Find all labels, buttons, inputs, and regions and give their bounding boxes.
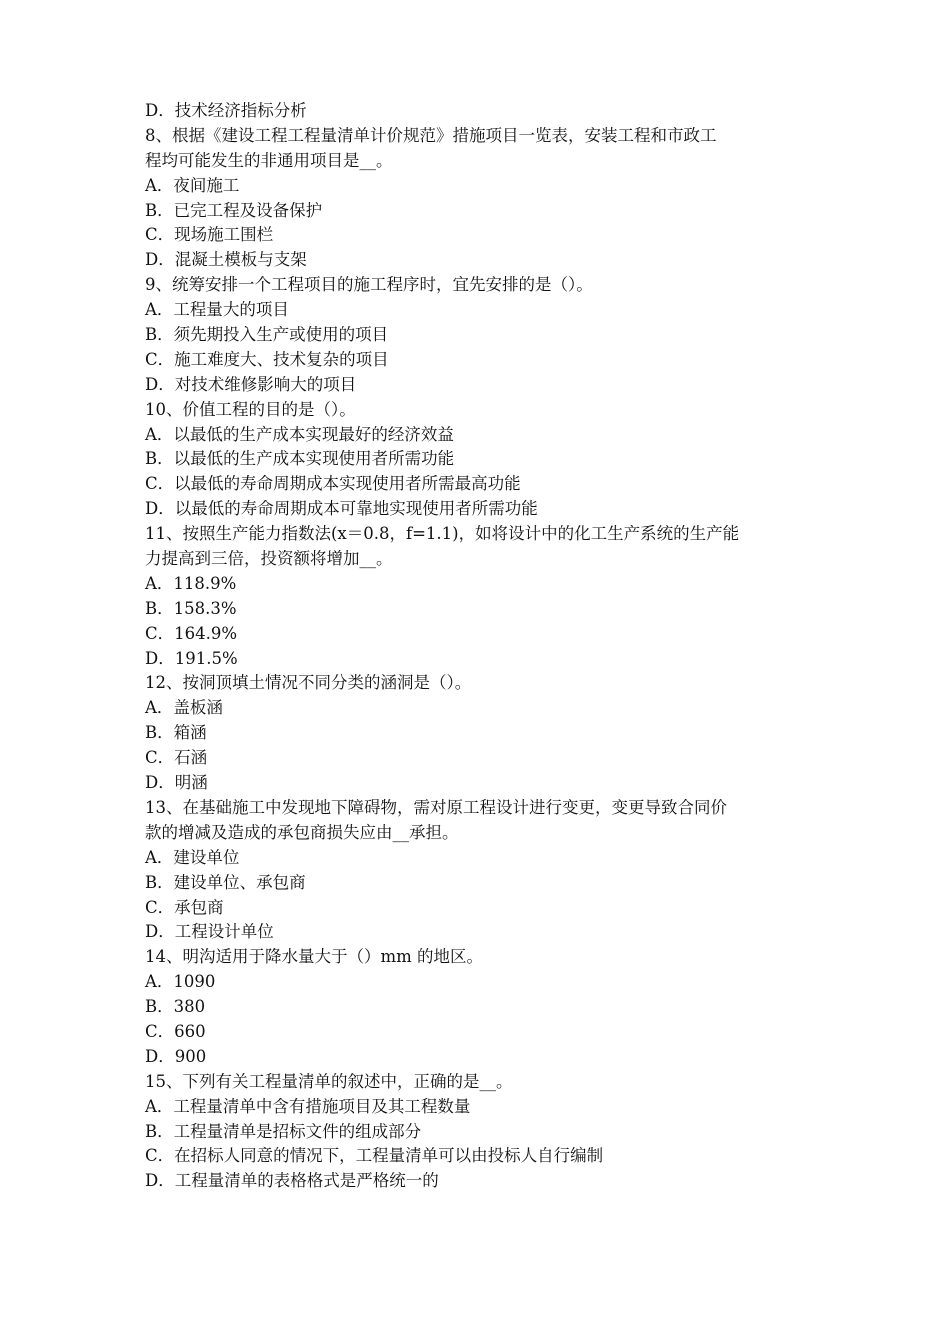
- text-line: D．900: [145, 1046, 207, 1066]
- text-line: 12、按洞顶填土情况不同分类的涵洞是（）。: [145, 673, 472, 693]
- text-line: B．以最低的生产成本实现使用者所需功能: [145, 449, 455, 469]
- text-line: B．158.3%: [145, 598, 237, 618]
- text-line: D．混凝土模板与支架: [145, 250, 307, 270]
- text-line: D．工程量清单的表格格式是严格统一的: [145, 1171, 439, 1191]
- text-line: C．660: [145, 1021, 206, 1041]
- text-line: C．石涵: [145, 748, 208, 768]
- text-line: C．164.9%: [145, 623, 238, 643]
- text-line: B．380: [145, 997, 206, 1017]
- text-line: A．工程量清单中含有措施项目及其工程数量: [145, 1096, 471, 1116]
- text-line: A．夜间施工: [145, 175, 240, 195]
- text-line: 8、根据《建设工程工程量清单计价规范》措施项目一览表，安装工程和市政工: [145, 125, 717, 145]
- text-line: D．工程设计单位: [145, 922, 274, 942]
- text-line: 程均可能发生的非通用项目是__。: [145, 150, 393, 170]
- text-line: A．118.9%: [145, 573, 237, 593]
- text-line: B．工程量清单是招标文件的组成部分: [145, 1121, 422, 1141]
- text-line: C．施工难度大、技术复杂的项目: [145, 349, 389, 369]
- text-line: 11、按照生产能力指数法(x＝0.8，f=1.1)，如将设计中的化工生产系统的生产能: [145, 524, 740, 544]
- text-line: D．191.5%: [145, 648, 238, 668]
- text-line: B．建设单位、承包商: [145, 872, 306, 892]
- text-line: C．承包商: [145, 897, 224, 917]
- text-line: 力提高到三倍，投资额将增加__。: [145, 549, 393, 569]
- text-line: C．现场施工围栏: [145, 225, 274, 245]
- document-body: [145, 99, 810, 1194]
- text-line: 13、在基础施工中发现地下障碍物，需对原工程设计进行变更，变更导致合同价: [145, 797, 727, 817]
- text-line: A．1090: [145, 972, 216, 992]
- text-line: D．技术经济指标分析: [145, 101, 307, 120]
- text-line: 10、价值工程的目的是（）。: [145, 399, 356, 419]
- text-line: C．以最低的寿命周期成本实现使用者所需最高功能: [145, 474, 521, 494]
- text-line: B．已完工程及设备保护: [145, 200, 323, 220]
- text-line: D．明涵: [145, 773, 208, 793]
- text-line: 9、统筹安排一个工程项目的施工程序时，宜先安排的是（）。: [145, 275, 593, 295]
- text-line: A．以最低的生产成本实现最好的经济效益: [145, 424, 454, 444]
- text-line: 款的增减及造成的承包商损失应由__承担。: [145, 822, 459, 842]
- text-line: B．箱涵: [145, 723, 207, 743]
- text-line: 15、下列有关工程量清单的叙述中，正确的是__。: [145, 1071, 513, 1091]
- text-line: B．须先期投入生产或使用的项目: [145, 325, 389, 345]
- text-line: D．对技术维修影响大的项目: [145, 374, 357, 394]
- text-line: 14、明沟适用于降水量大于（）mm 的地区。: [145, 947, 484, 967]
- text-line: A．建设单位: [145, 847, 240, 867]
- text-line: D．以最低的寿命周期成本可靠地实现使用者所需功能: [145, 499, 538, 519]
- text-line: A．盖板涵: [145, 698, 223, 718]
- text-line: C．在招标人同意的情况下，工程量清单可以由投标人自行编制: [145, 1146, 604, 1166]
- text-line: A．工程量大的项目: [145, 300, 289, 320]
